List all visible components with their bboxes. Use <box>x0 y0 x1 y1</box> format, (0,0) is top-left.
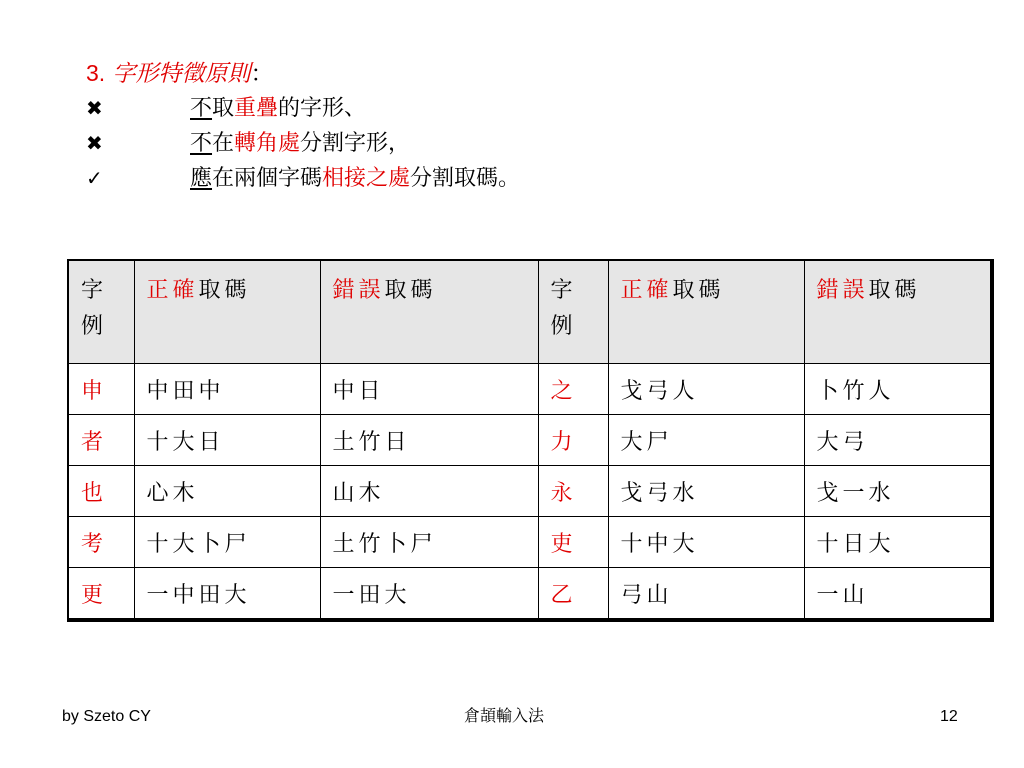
table-row <box>68 517 992 568</box>
example-char-cell: 之 <box>538 364 608 415</box>
correct-code-cell: 中田中 <box>134 364 320 415</box>
code-comparison-table <box>67 259 994 622</box>
example-char-cell: 者 <box>68 415 134 466</box>
wrong-code-cell: 中日 <box>320 364 538 415</box>
correct-code-cell: 大尸 <box>608 415 804 466</box>
example-char-cell: 力 <box>538 415 608 466</box>
header-correct-code: 正確取碼 <box>608 260 804 364</box>
correct-code-cell: 十中大 <box>608 517 804 568</box>
wrong-code-cell: 土竹日 <box>320 415 538 466</box>
cross-icon: ✖ <box>86 96 103 120</box>
table-row <box>68 466 992 517</box>
rule-text: 不 <box>190 131 213 156</box>
slide-heading <box>86 58 274 89</box>
rule-line <box>86 163 520 194</box>
correct-code-cell: 戈弓人 <box>608 364 804 415</box>
example-char-cell: 也 <box>68 466 134 517</box>
header-correct-code: 正確取碼 <box>134 260 320 364</box>
correct-code-cell: 十大卜尸 <box>134 517 320 568</box>
footer-title: 倉頡輸入法 <box>464 708 545 725</box>
table-body <box>68 364 992 621</box>
heading-title: 字形特徵原則 <box>112 61 251 87</box>
example-char-cell: 吏 <box>538 517 608 568</box>
cross-icon: ✖ <box>86 131 103 155</box>
rule-text: 分割取碼。 <box>410 166 521 191</box>
rule-line <box>86 128 410 159</box>
correct-code-cell: 心木 <box>134 466 320 517</box>
correct-code-cell: 弓山 <box>608 568 804 621</box>
wrong-code-cell: 十日大 <box>804 517 992 568</box>
footer-author: by Szeto CY <box>62 708 151 725</box>
wrong-code-cell: 卜竹人 <box>804 364 992 415</box>
rule-text: 在兩個字碼 <box>212 166 323 191</box>
rule-text: 在 <box>212 131 235 156</box>
rule-text: 轉角處 <box>234 131 301 156</box>
example-char-cell: 申 <box>68 364 134 415</box>
correct-code-cell: 一中田大 <box>134 568 320 621</box>
header-wrong-code: 錯誤取碼 <box>804 260 992 364</box>
table-row <box>68 568 992 621</box>
wrong-code-cell: 一田大 <box>320 568 538 621</box>
wrong-code-cell: 戈一水 <box>804 466 992 517</box>
rule-text: 不 <box>190 96 213 121</box>
correct-code-cell: 十大日 <box>134 415 320 466</box>
check-icon: ✓ <box>86 166 103 190</box>
heading-number: 3. <box>86 60 106 86</box>
example-char-cell: 永 <box>538 466 608 517</box>
rule-text: 的字形、 <box>278 96 367 121</box>
example-char-cell: 考 <box>68 517 134 568</box>
rule-line <box>86 93 366 124</box>
rule-text: 應 <box>190 166 213 191</box>
table-row <box>68 364 992 415</box>
wrong-code-cell: 一山 <box>804 568 992 621</box>
example-char-cell: 更 <box>68 568 134 621</box>
rule-text: 相接之處 <box>322 166 411 191</box>
correct-code-cell: 戈弓水 <box>608 466 804 517</box>
wrong-code-cell: 大弓 <box>804 415 992 466</box>
table-row <box>68 415 992 466</box>
rule-text: 分割字形， <box>300 131 411 156</box>
header-example: 字例 <box>68 260 134 364</box>
example-char-cell: 乙 <box>538 568 608 621</box>
rule-text: 取 <box>212 96 235 121</box>
heading-colon: ： <box>250 61 274 87</box>
wrong-code-cell: 土竹卜尸 <box>320 517 538 568</box>
header-example: 字例 <box>538 260 608 364</box>
table-header-row <box>68 260 992 364</box>
wrong-code-cell: 山木 <box>320 466 538 517</box>
header-wrong-code: 錯誤取碼 <box>320 260 538 364</box>
footer-page-number: 12 <box>940 708 958 725</box>
rule-text: 重疊 <box>234 96 279 121</box>
